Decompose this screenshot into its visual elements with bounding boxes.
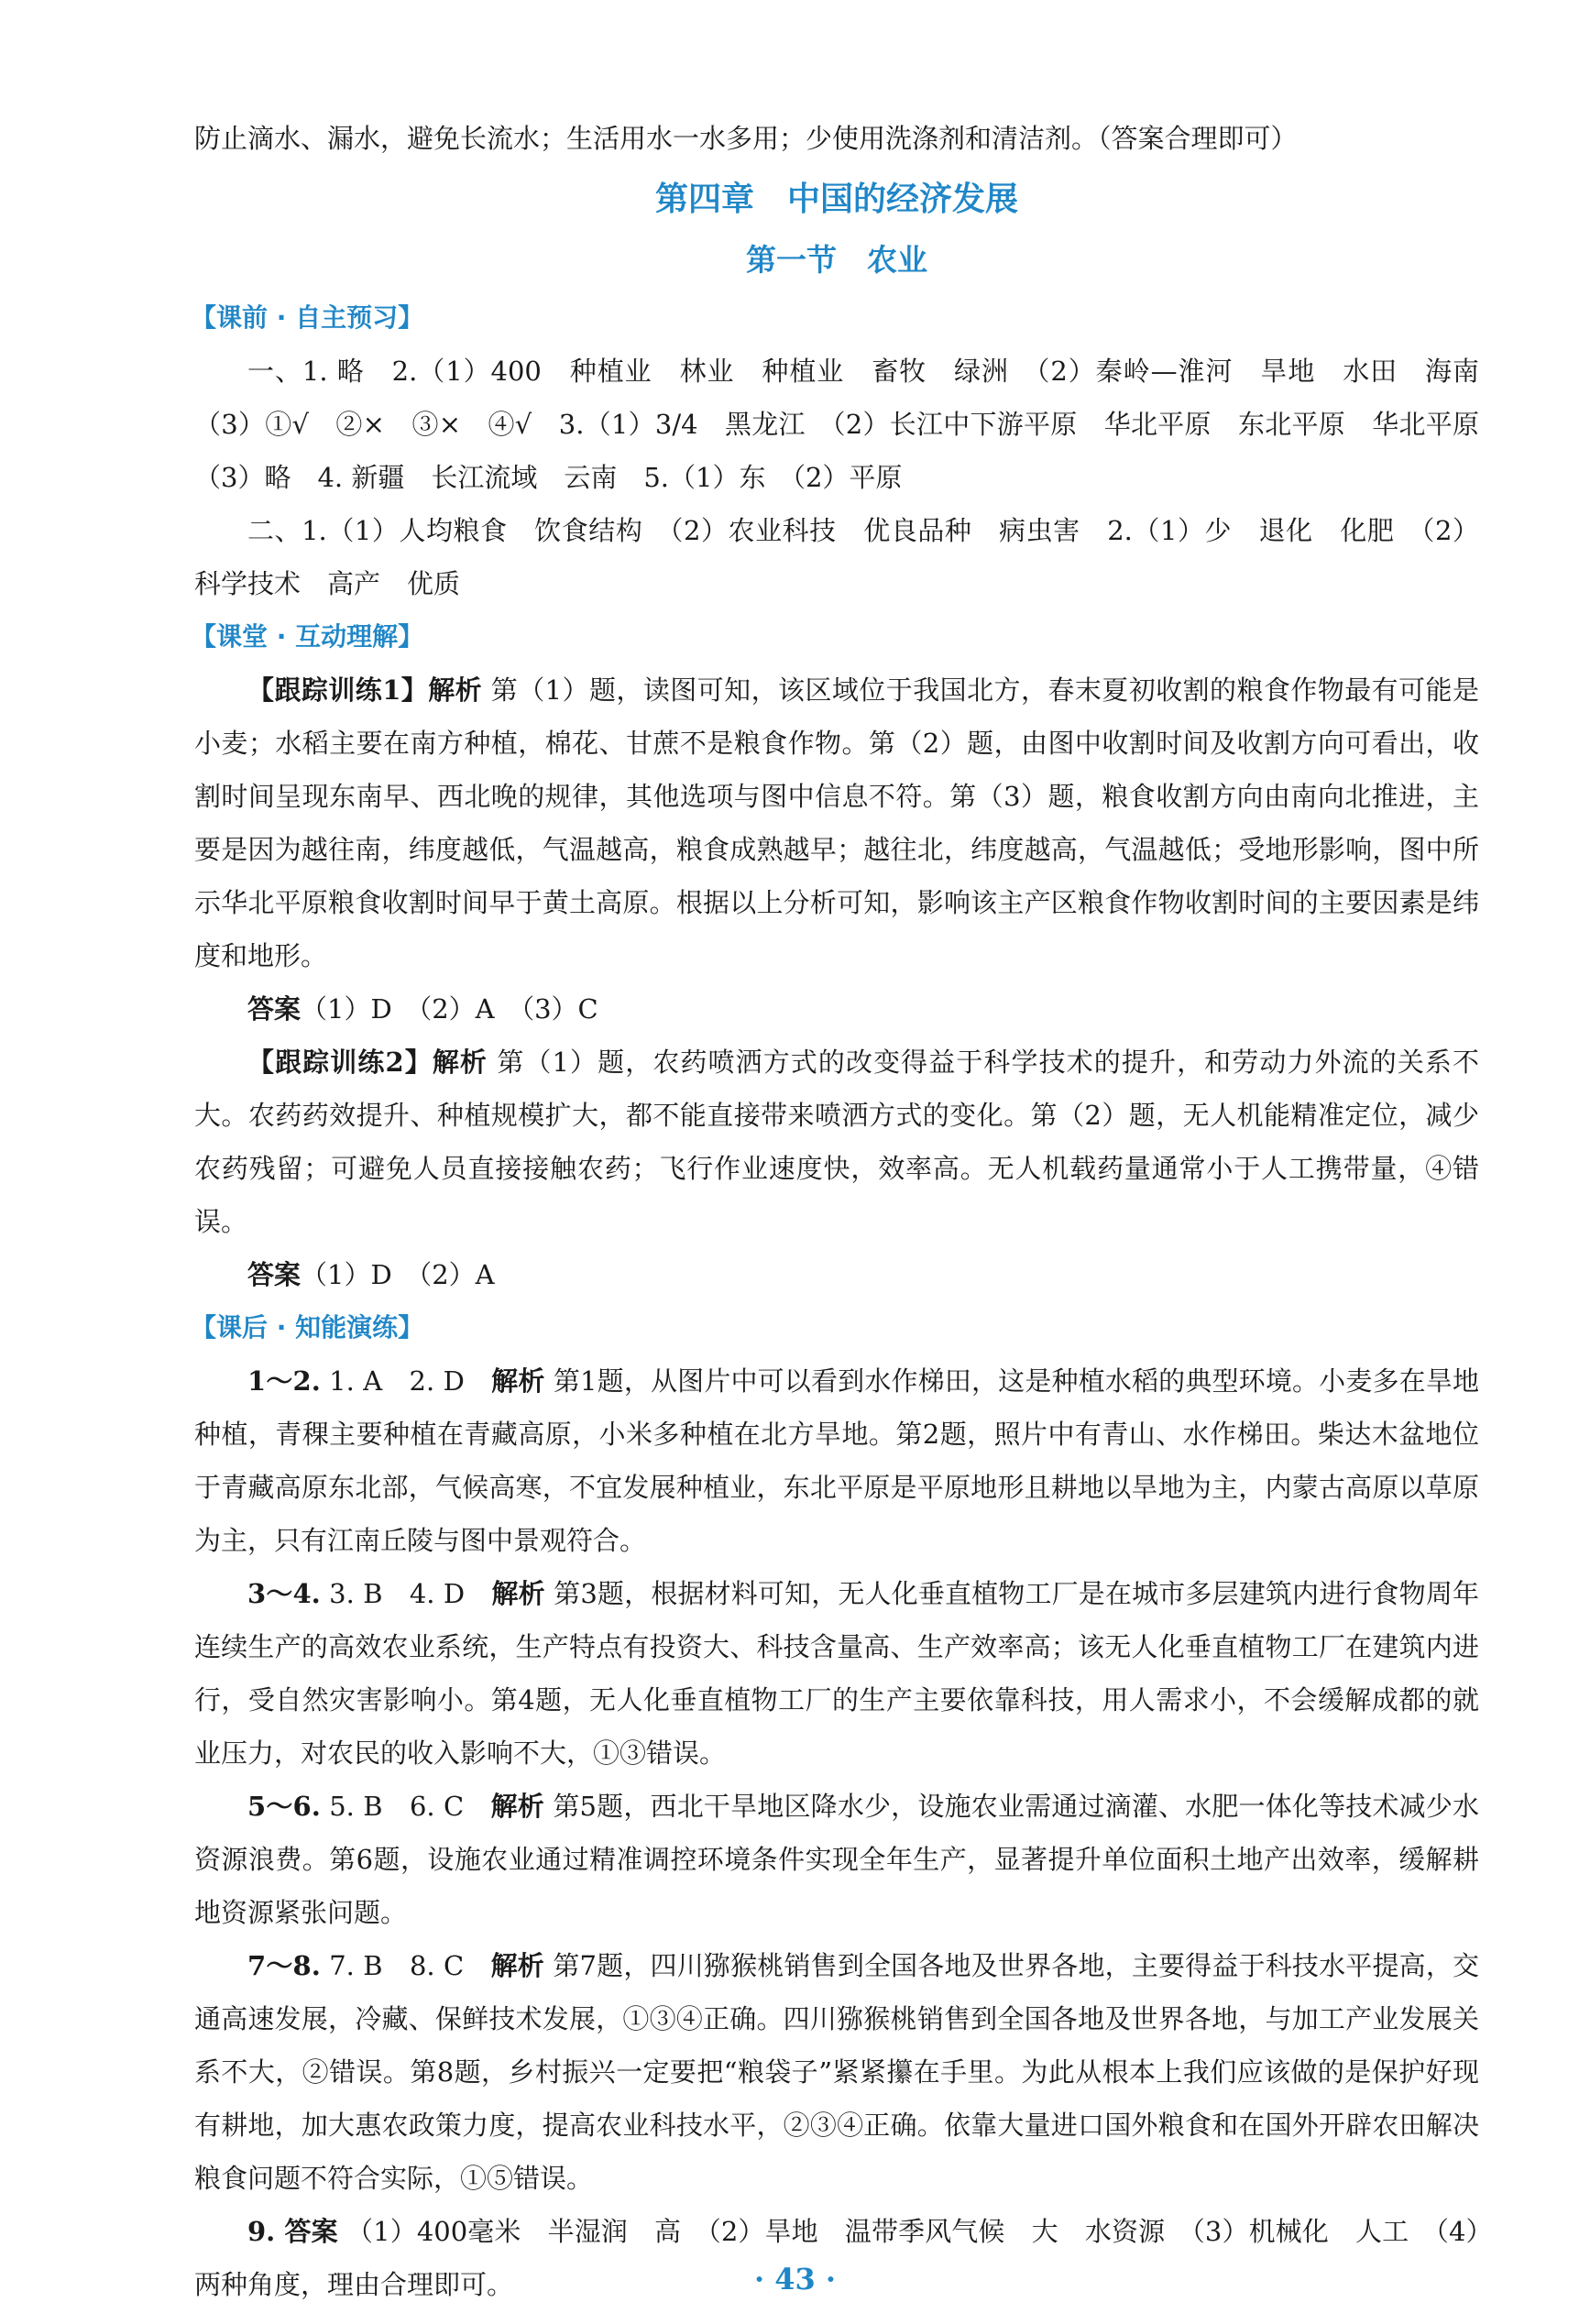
training-1-answer-text: （1）D （2）A （3）C xyxy=(301,993,598,1025)
preview-part-two: 二、1.（1）人均粮食 饮食结构 （2）农业科技 优良品种 病虫害 2.（1）少 退化 化肥 （2）科学技术 高产 优质 xyxy=(194,515,1479,599)
classroom-heading: 【课堂 · 互动理解】 xyxy=(191,621,424,652)
training-2-answer xyxy=(194,1248,1479,1301)
question-1-2-answers: 1. A 2. D xyxy=(320,1365,492,1397)
question-7-8-text: 第7题，四川猕猴桃销售到全国各地及世界各地，主要得益于科技水平提高，交通高速发展，冷藏、保鲜技术发展，①③④正确。四川猕猴桃销售到全国各地及世界各地，与加工产业发展关系不大，②错误。第8题，乡村振兴一定要把“粮袋子”紧紧攥在手里。为此从根本上我们应该做的是保护好现有耕地，加大惠农政策力度，提高农业科技水平，②③④正确。依靠大量进口国外粮食和在国外开辟农田解决粮食问题不符合实际，①⑤错误。 xyxy=(194,1950,1479,2194)
preview-heading: 【课前 · 自主预习】 xyxy=(191,302,424,333)
training-2-text: 第（1）题，农药喷洒方式的改变得益于科学技术的提升，和劳动力外流的关系不大。农药药效提升、种植规模扩大，都不能直接带来喷洒方式的变化。第（2）题，无人机能精准定位，减少农药残留；可避免人员直接接触农药；飞行作业速度快，效率高。无人机载药量通常小于人工携带量，④错误。 xyxy=(194,1047,1479,1237)
question-3-4-label: 解析 xyxy=(491,1578,545,1609)
chapter-title: 第四章 中国的经济发展 xyxy=(654,181,1018,218)
question-1-2-text: 第1题，从图片中可以看到水作梯田，这是种植水稻的典型环境。小麦多在旱地种植，青稞主要种植在青藏高原，小米多种植在北方旱地。第2题，照片中有青山、水作梯田。柴达木盆地位于青藏高原东北部，气候高寒，不宜发展种植业，东北平原是平原地形且耕地以旱地为主，内蒙古高原以草原为主，只有江南丘陵与图中景观符合。 xyxy=(194,1365,1480,1556)
training-2-analysis xyxy=(194,1036,1479,1248)
question-3-4-answers: 3. B 4. D xyxy=(320,1578,492,1609)
question-1-2 xyxy=(194,1354,1479,1567)
page-content xyxy=(191,112,1507,2311)
training-1-analysis xyxy=(194,663,1479,982)
question-3-4-number: 3～4. xyxy=(247,1578,321,1609)
intro-line: 防止滴水、漏水，避免长流水；生活用水一水多用；少使用洗涤剂和清洁剂。（答案合理即可） xyxy=(194,123,1298,154)
question-5-6-number: 5～6. xyxy=(247,1791,321,1822)
question-5-6 xyxy=(194,1780,1479,1939)
question-7-8-label: 解析 xyxy=(490,1950,544,1981)
training-1-answer-label: 答案 xyxy=(247,993,302,1025)
question-1-2-number: 1～2. xyxy=(247,1365,321,1397)
question-9-text: （1）400毫米 半湿润 高 （2）旱地 温带季风气候 大 水资源 （3）机械化 人工 （4）两种角度，理由合理即可。 xyxy=(194,2216,1480,2300)
question-9-number: 9. xyxy=(247,2216,276,2247)
question-1-2-label: 解析 xyxy=(491,1365,545,1397)
question-9-label: 答案 xyxy=(275,2216,338,2247)
training-2-answer-text: （1）D （2）A xyxy=(301,1259,495,1290)
after-class-heading: 【课后 · 知能演练】 xyxy=(191,1312,424,1343)
question-5-6-text: 第5题，西北干旱地区降水少，设施农业需通过滴灌、水肥一体化等技术减少水资源浪费。第6题，设施农业通过精准调控环境条件实现全年生产，显著提升单位面积土地产出效率，缓解耕地资源紧张问题。 xyxy=(194,1791,1479,1928)
question-5-6-answers: 5. B 6. C xyxy=(320,1791,491,1822)
question-3-4 xyxy=(194,1567,1479,1780)
question-3-4-text: 第3题，根据材料可知，无人化垂直植物工厂是在城市多层建筑内进行食物周年连续生产的高效农业系统，生产特点有投资大、科技含量高、生产效率高；该无人化垂直植物工厂在建筑内进行，受自然灾害影响小。第4题，无人化垂直植物工厂的生产主要依靠科技，用人需求小，不会缓解成都的就业压力，对农民的收入影响不大，①③错误。 xyxy=(194,1578,1480,1769)
training-1-answer xyxy=(194,982,1479,1036)
training-2-label: 【跟踪训练2】解析 xyxy=(247,1047,488,1078)
question-7-8 xyxy=(194,1939,1479,2205)
question-7-8-number: 7～8. xyxy=(247,1950,321,1981)
training-1-label: 【跟踪训练1】解析 xyxy=(247,674,483,706)
page-number: · 43 · xyxy=(753,2262,837,2297)
training-2-answer-label: 答案 xyxy=(247,1259,302,1290)
training-1-text: 第（1）题，读图可知，该区域位于我国北方，春末夏初收割的粮食作物最有可能是小麦；水稻主要在南方种植，棉花、甘蔗不是粮食作物。第（2）题，由图中收割时间及收割方向可看出，收割时间呈现东南早、西北晚的规律，其他选项与图中信息不符。第（3）题，粮食收割方向由南向北推进，主要是因为越往南，纬度越低，气温越高，粮食成熟越早；越往北，纬度越高，气温越低；受地形影响，图中所示华北平原粮食收割时间早于黄土高原。根据以上分析可知，影响该主产区粮食作物收割时间的主要因素是纬度和地形。 xyxy=(194,674,1479,971)
question-7-8-answers: 7. B 8. C xyxy=(320,1950,491,1981)
section-title: 第一节 农业 xyxy=(746,242,927,278)
question-5-6-label: 解析 xyxy=(490,1791,544,1822)
preview-part-one: 一、1. 略 2.（1）400 种植业 林业 种植业 畜牧 绿洲 （2）秦岭—淮河 旱地 水田 海南 （3）①√ ②× ③× ④√ 3.（1）3/4 黑龙江 （2）长江中下游平原 华北平原 东北平原 华北平原 （3）略 4. 新疆 长江流域 云南 5.（1）东 （2）平原 xyxy=(194,356,1507,493)
